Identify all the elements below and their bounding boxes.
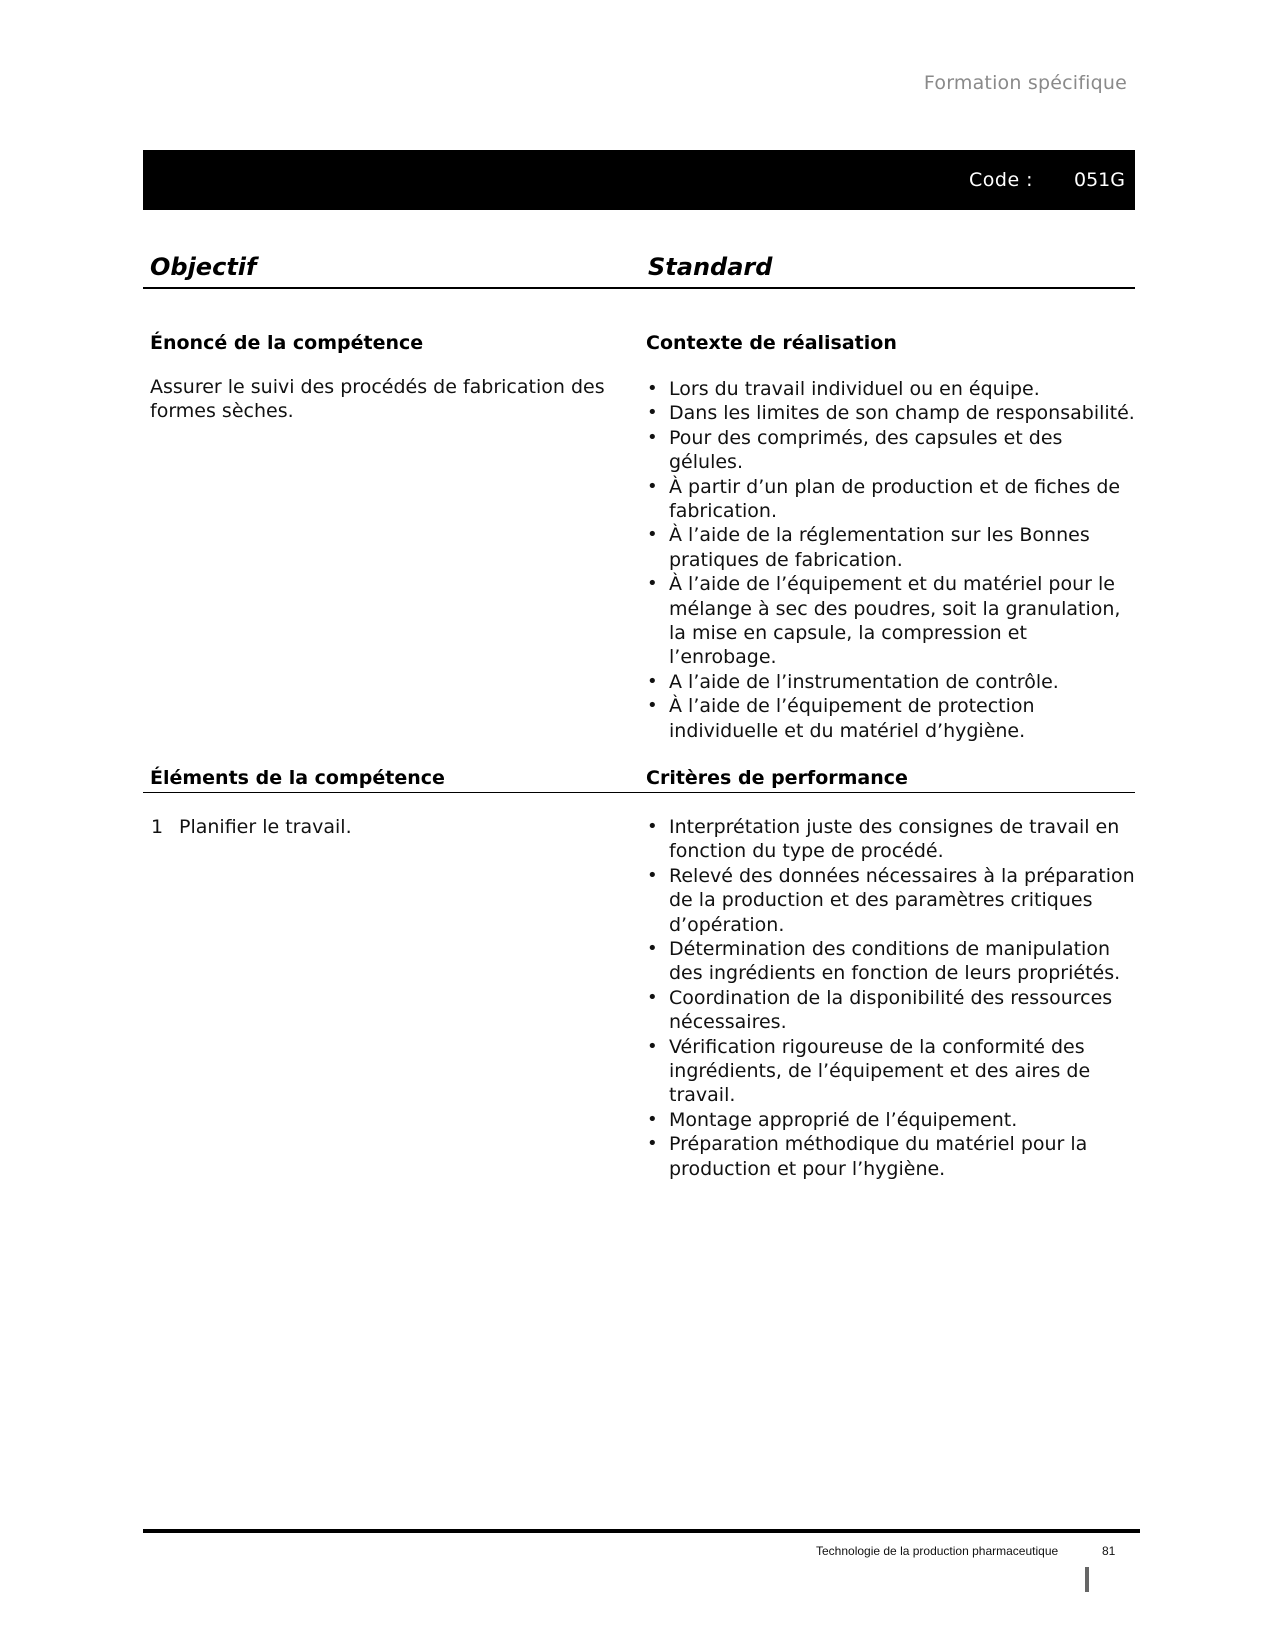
list-item	[646, 426, 1136, 475]
objectif-heading: Objectif	[150, 253, 257, 281]
critere-item: Coordination de la disponibilité des ressources nécessaires.	[669, 986, 1113, 1034]
list-item	[646, 1108, 1136, 1132]
list-item	[646, 572, 1136, 670]
contexte-item: Pour des comprimés, des capsules et des gélules.	[669, 426, 1063, 474]
standard-heading: Standard	[648, 253, 773, 281]
list-item	[646, 694, 1136, 743]
list-item	[646, 937, 1136, 986]
bullet-icon: •	[647, 524, 658, 546]
contexte-heading: Contexte de réalisation	[646, 332, 897, 354]
contexte-item: À l’aide de l’équipement et du matériel pour le mélange à sec des poudres, soit la granulation, la mise en capsule, la compression et l’enrobage.	[669, 573, 1121, 669]
list-item	[646, 523, 1136, 572]
elements-heading: Éléments de la compétence	[150, 767, 445, 789]
contexte-item: À l’aide de l’équipement de protection individuelle et du matériel d’hygiène.	[669, 695, 1035, 742]
bullet-icon: •	[647, 695, 658, 717]
page-number: 81	[1102, 1544, 1116, 1558]
bullet-icon: •	[647, 864, 658, 886]
code-value: 051G	[1074, 169, 1125, 191]
bullet-icon: •	[647, 1108, 658, 1130]
critere-item: Détermination des conditions de manipulation des ingrédients en fonction de leurs propriétés.	[669, 938, 1121, 985]
list-item	[646, 475, 1136, 524]
code-label: Code :	[969, 169, 1034, 191]
bullet-icon: •	[647, 426, 658, 448]
list-item	[646, 377, 1136, 401]
contexte-item: A l’aide de l’instrumentation de contrôle.	[669, 670, 1059, 693]
enonce-text: Assurer le suivi des procédés de fabrication des formes sèches.	[150, 376, 605, 422]
criteres-heading: Critères de performance	[646, 767, 908, 789]
bullet-icon: •	[647, 938, 658, 960]
contexte-list	[646, 377, 1136, 743]
bullet-icon: •	[647, 573, 658, 595]
bullet-icon: •	[647, 1035, 658, 1057]
contexte-item: À partir d’un plan de production et de fiches de fabrication.	[669, 475, 1121, 523]
footer-marker	[1085, 1567, 1089, 1592]
contexte-item: Dans les limites de son champ de responsabilité.	[669, 402, 1135, 425]
critere-item: Vérification rigoureuse de la conformité des ingrédients, de l’équipement et des aires de travail.	[669, 1035, 1091, 1107]
contexte-item: À l’aide de la réglementation sur les Bonnes pratiques de fabrication.	[669, 524, 1090, 571]
code-bar	[143, 150, 1135, 210]
bullet-icon: •	[647, 402, 658, 424]
footer-title: Technologie de la production pharmaceutique	[816, 1544, 1059, 1558]
element-number: 1	[151, 816, 164, 838]
list-item	[646, 670, 1136, 694]
contexte-item: Lors du travail individuel ou en équipe.	[669, 378, 1040, 400]
bullet-icon: •	[647, 986, 658, 1008]
element-label: Planifier le travail.	[179, 816, 352, 838]
bullet-icon: •	[647, 1133, 658, 1155]
bullet-icon: •	[647, 670, 658, 692]
critere-item: Interprétation juste des consignes de travail en fonction du type de procédé.	[669, 816, 1120, 863]
list-item	[646, 815, 1136, 864]
list-item	[646, 1035, 1136, 1108]
running-header: Formation spécifique	[923, 72, 1127, 94]
critere-item: Montage approprié de l’équipement.	[669, 1108, 1018, 1131]
critere-item: Préparation méthodique du matériel pour la production et pour l’hygiène.	[669, 1133, 1088, 1180]
columns-divider	[143, 287, 1135, 289]
bullet-icon: •	[647, 378, 658, 399]
list-item	[646, 1132, 1136, 1181]
footer-rule	[143, 1529, 1140, 1533]
list-item	[646, 864, 1136, 937]
section-divider	[143, 792, 1135, 793]
bullet-icon: •	[647, 816, 658, 837]
enonce-heading: Énoncé de la compétence	[150, 332, 424, 354]
critere-item: Relevé des données nécessaires à la préparation de la production et des paramètres critiques d’opération.	[669, 864, 1135, 936]
criteres-list	[646, 815, 1136, 1181]
bullet-icon: •	[647, 475, 658, 497]
list-item	[646, 401, 1136, 425]
list-item	[646, 986, 1136, 1035]
